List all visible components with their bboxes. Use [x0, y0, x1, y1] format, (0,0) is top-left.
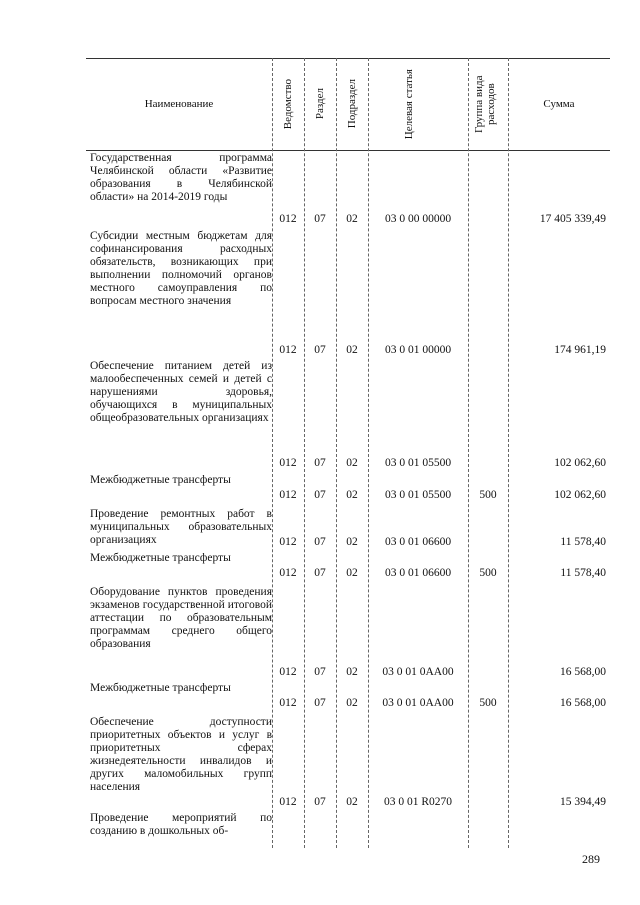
row-name: Межбюджетные трансферты: [90, 682, 231, 694]
row-subsection: 02: [346, 457, 358, 469]
col-divider: [468, 58, 469, 848]
header-sum: [508, 58, 610, 150]
row-dept: 012: [279, 697, 297, 709]
row-subsection: 02: [346, 666, 358, 678]
row-target: 03 0 01 05500: [384, 489, 452, 501]
header-dept-label: Ведомство: [282, 78, 294, 130]
row-dept: 012: [279, 457, 297, 469]
row-name: Обеспечение питанием детей из малообеспеченных семей и детей с нарушениями здоровья, обучающихся в муниципальных общеобразовательных организациях: [90, 360, 272, 424]
row-section: 07: [314, 536, 326, 548]
row-name: Проведение ремонтных работ в муниципальных образовательных организациях: [90, 508, 272, 546]
row-section: 07: [314, 344, 326, 356]
row-section: 07: [314, 457, 326, 469]
row-target: 03 0 01 0АА00: [382, 697, 454, 709]
header-exp-group: [468, 58, 508, 150]
header-section-label: Раздел: [314, 88, 326, 120]
row-section: 07: [314, 567, 326, 579]
row-target: 03 0 01 0АА00: [382, 666, 454, 678]
row-dept: 012: [279, 213, 297, 225]
row-subsection: 02: [346, 697, 358, 709]
row-subsection: 02: [346, 796, 358, 808]
row-subsection: 02: [346, 567, 358, 579]
row-target: 03 0 01 R0270: [383, 796, 453, 808]
header-subsection-label: Подраздел: [346, 79, 358, 129]
row-sum: 102 062,60: [554, 489, 606, 501]
row-sum: 16 568,00: [560, 697, 606, 709]
col-divider: [304, 58, 305, 848]
row-subsection: 02: [346, 536, 358, 548]
row-name: Межбюджетные трансферты: [90, 552, 231, 564]
row-subsection: 02: [346, 213, 358, 225]
row-section: 07: [314, 489, 326, 501]
row-name: Обеспечение доступности приоритетных объектов и услуг в приоритетных сферах жизнедеятельности инвалидов и других маломобильных групп населения: [90, 716, 272, 793]
row-sum: 102 062,60: [554, 457, 606, 469]
col-divider: [508, 58, 509, 848]
header-section: [304, 58, 336, 150]
header-target: [368, 58, 468, 150]
row-target: 03 0 01 06600: [384, 536, 452, 548]
row-sum: 11 578,40: [560, 567, 606, 579]
row-name: Межбюджетные трансферты: [90, 474, 231, 486]
row-sum: 174 961,19: [554, 344, 606, 356]
row-section: 07: [314, 213, 326, 225]
page-number: 289: [582, 852, 600, 866]
row-subsection: 02: [346, 489, 358, 501]
row-sum: 16 568,00: [560, 666, 606, 678]
col-divider: [272, 58, 273, 848]
header-dept: [272, 58, 304, 150]
row-sum: 11 578,40: [560, 536, 606, 548]
row-name: Государственная программа Челябинской области «Развитие образования в Челябинской области» на 2014-2019 годы: [90, 152, 272, 203]
row-name: Субсидии местным бюджетам для софинансирования расходных обязательств, возникающих при выполнении полномочий органов местного самоуправления по вопросам местного значения: [90, 230, 272, 307]
header-target-label: Целевая статья: [403, 68, 415, 140]
row-target: 03 0 01 05500: [384, 457, 452, 469]
row-exp-group: 500: [479, 489, 497, 501]
header-sum-label: Сумма: [543, 98, 575, 110]
row-dept: 012: [279, 489, 297, 501]
header-name-label: Наименование: [144, 98, 214, 110]
row-dept: 012: [279, 536, 297, 548]
header-exp-group-label: Группа вида расходов: [473, 75, 497, 133]
row-target: 03 0 00 00000: [384, 213, 452, 225]
row-dept: 012: [279, 344, 297, 356]
col-divider: [368, 58, 369, 848]
row-dept: 012: [279, 796, 297, 808]
row-section: 07: [314, 666, 326, 678]
header-name: [86, 58, 272, 150]
row-dept: 012: [279, 666, 297, 678]
col-divider: [336, 58, 337, 848]
row-target: 03 0 01 06600: [384, 567, 452, 579]
row-subsection: 02: [346, 344, 358, 356]
row-sum: 15 394,49: [560, 796, 606, 808]
row-section: 07: [314, 697, 326, 709]
row-exp-group: 500: [479, 567, 497, 579]
header-subsection: [336, 58, 368, 150]
row-name: Оборудование пунктов проведения экзаменов государственной итоговой аттестации по образовательным программам среднего общего образования: [90, 586, 272, 650]
row-target: 03 0 01 00000: [384, 344, 452, 356]
row-dept: 012: [279, 567, 297, 579]
header-bottom-border: [86, 150, 610, 151]
row-sum: 17 405 339,49: [539, 213, 606, 225]
row-exp-group: 500: [479, 697, 497, 709]
row-name: Проведение мероприятий по созданию в дошкольных об-: [90, 812, 272, 837]
row-section: 07: [314, 796, 326, 808]
